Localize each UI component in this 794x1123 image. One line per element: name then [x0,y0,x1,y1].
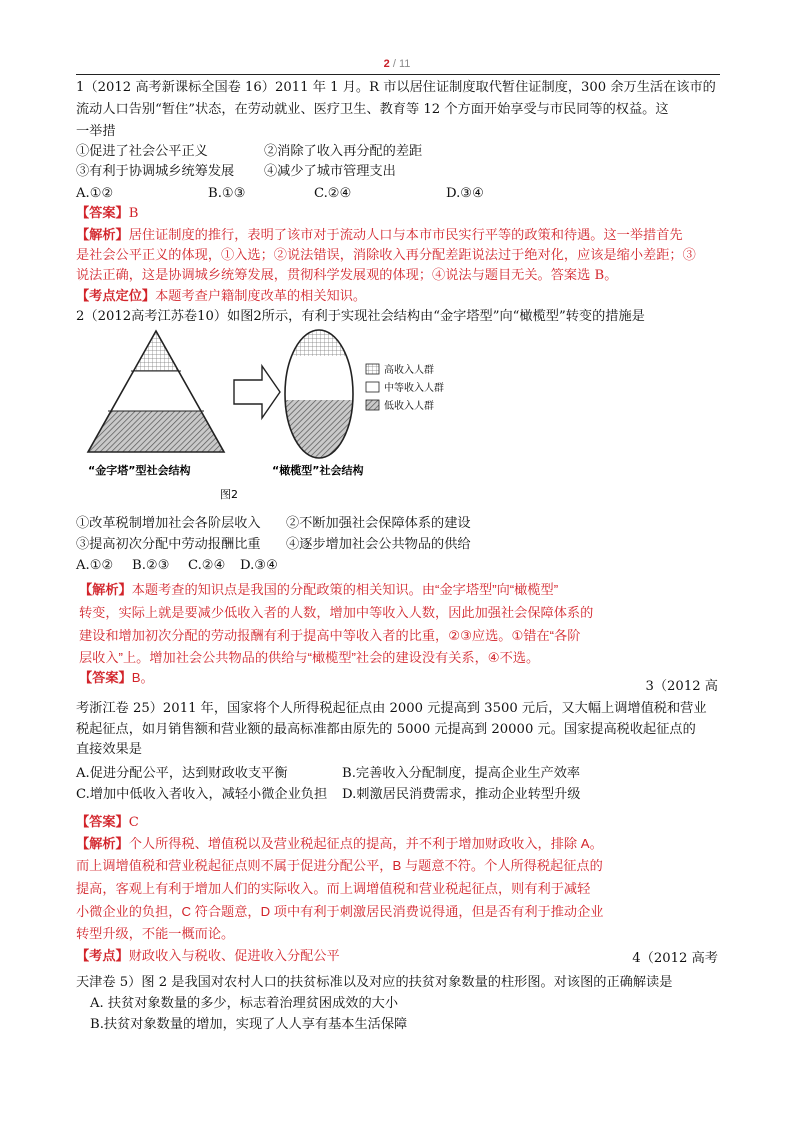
q1-choice-b: B.①③ [208,186,246,201]
q2-explanation-line3: 建设和增加初次分配的劳动报酬有利于提高中等收入者的比重，②③应选。①错在“各阶 [79,628,581,643]
q2-explanation-line1 [79,580,558,600]
q1-explanation-line2: 是社会公平正义的体现，①入选；②说法错误，消除收入再分配差距说法过于绝对化，应该是缩小差距；③ [76,248,696,263]
olive-shape [279,326,359,470]
q2-option-2: ②不断加强社会保障体系的建设 [286,516,471,531]
q1-option-4: ④减少了城市管理支出 [264,164,396,179]
arrow-icon [234,366,280,418]
q2-option-4: ④逐步增加社会公共物品的供给 [286,537,471,552]
q1-explanation-line3: 说法正确，这是协调城乡统筹发展，贯彻科学发展观的体现；④说法与题目无关。答案选 B。 [76,268,618,283]
q4-number: 4（2012 高考 [632,951,718,966]
q3-number: 3（2012 高 [645,679,718,694]
current-page: 2 [383,58,390,70]
q3-stem-line2: 税起征点，如月销售额和营业额的最高标准都由原先的 5000 元提高到 20000 元。国家提高税收起征点的 [76,722,696,737]
q1-option-1: ①促进了社会公平正义 [76,144,208,159]
legend-label-low: 低收入人群 [384,401,434,412]
legend-swatch-mid [366,382,379,392]
q4-option-b: B.扶贫对象数量的增加，实现了人人享有基本生活保障 [90,1017,408,1032]
legend-swatch-high [366,364,379,374]
q3-explanation-line2: 而上调增值税和营业税起征点则不属于促进分配公平，B 与题意不符。个人所得税起征点的 [76,858,603,873]
q2-option-1: ①改革税制增加社会各阶层收入 [76,516,261,531]
q1-explanation-line1 [76,226,683,246]
q3-keypoint-text: 财政收入与税收、促进收入分配公平 [128,948,340,963]
q3-stem-line1: 考浙江卷 25）2011 年，国家将个人所得税起征点由 2000 元提高到 3500 元后，又大幅上调增值税和营业 [76,701,707,716]
q1-choice-c: C.②④ [314,186,352,201]
pyramid-shape [84,326,234,456]
q3-keypoint-tag: 【考点】 [76,948,129,963]
q3-answer [76,813,139,833]
q4-option-a: A. 扶贫对象数量的多少，标志着治理贫困成效的大小 [90,996,399,1011]
q1-answer-value: B [128,206,139,221]
q2-answer-tag: 【答案】 [79,670,132,685]
q3-explanation-tag: 【解析】 [76,836,129,851]
q4-stem-line1: 天津卷 5）图 2 是我国对农村人口的扶贫标准以及对应的扶贫对象数量的柱形图。对该图的正确解读是 [76,975,673,990]
q2-explanation-line2: 转变，实际上就是要减少低收入者的人数，增加中等收入人数，因此加强社会保障体系的 [79,605,594,620]
figure-number: 图2 [220,488,238,501]
q3-answer-tag: 【答案】 [76,815,129,830]
q3-explanation-line1 [76,834,603,854]
page-separator: / [389,58,399,70]
q1-keypoint-tag: 【考点定位】 [76,289,156,304]
q1-stem-line3: 一举措 [76,124,116,139]
q2-choice-d: D.③④ [240,558,278,573]
q3-option-b: B.完善收入分配制度，提高企业生产效率 [342,766,581,781]
q3-explanation-text1: 个人所得税、增值税以及营业税起征点的提高，并不利于增加财政收入，排除 A。 [128,836,603,851]
q1-option-2: ②消除了收入再分配的差距 [264,144,423,159]
q1-stem-line1: 1（2012 高考新课标全国卷 16）2011 年 1 月。R 市以居住证制度取代暂住证制度，300 余万生活在该市的 [76,80,716,95]
q3-stem-line3: 直接效果是 [76,742,142,757]
q1-option-3: ③有利于协调城乡统筹发展 [76,164,235,179]
q2-choice-c: C.②④ [188,558,226,573]
q2-answer-value: B。 [131,670,154,685]
q1-answer [76,204,138,224]
legend-label-high: 高收入人群 [384,365,434,376]
q2-explanation-text1: 本题考查的知识点是我国的分配政策的相关知识。由“金字塔型”向“橄榄型” [131,582,559,597]
q3-explanation-line3: 提高，客观上有利于增加人们的实际收入。而上调增值税和营业税起征点，则有利于减轻 [76,881,591,896]
q1-keypoint-text: 本题考查户籍制度改革的相关知识。 [155,289,367,304]
q1-keypoint [76,287,366,307]
q2-explanation-tag: 【解析】 [79,582,132,597]
q3-option-d: D.刺激居民消费需求，推动企业转型升级 [342,787,581,802]
q1-answer-tag: 【答案】 [76,206,129,221]
q3-explanation-line4: 小微企业的负担，C 符合题意，D 项中有利于刺激居民消费说得通，但是否有利于推动企业 [76,904,604,919]
q1-choice-d: D.③④ [446,186,484,201]
page-number [0,58,794,70]
legend-swatch-low [366,400,379,410]
q3-option-c: C.增加中低收入者收入，减轻小微企业负担 [76,787,328,802]
q2-option-3: ③提高初次分配中劳动报酬比重 [76,537,261,552]
q2-choice-a: A.①② [76,558,114,573]
q1-stem-line2: 流动人口告别“暂住”状态，在劳动就业、医疗卫生、教育等 12 个方面开始享受与市民同等的权益。这 [76,102,669,117]
q3-keypoint [76,946,340,966]
q1-choice-a: A.①② [76,186,114,201]
q1-explanation-text1: 居住证制度的推行，表明了该市对于流动人口与本市市民实行平等的政策和待遇。这一举措首先 [128,228,683,243]
q2-answer [79,668,154,688]
q1-explanation-tag: 【解析】 [76,228,129,243]
q2-stem-line1: 2（2012高考江苏卷10）如图2所示，有利于实现社会结构由“金字塔型”向“橄榄型”转变的措施是 [76,309,645,324]
legend-label-mid: 中等收入人群 [384,383,444,394]
q3-explanation-line5: 转型升级，不能一概而论。 [76,926,235,941]
olive-caption: “橄榄型”社会结构 [272,464,364,477]
q3-option-a: A.促进分配公平，达到财政收支平衡 [76,766,288,781]
pyramid-caption: “金字塔”型社会结构 [88,464,191,477]
q2-explanation-line4: 层收入”上。增加社会公共物品的供给与“橄榄型”社会的建设没有关系，④不选。 [79,650,540,665]
header-rule [76,74,720,75]
q3-answer-value: C [128,815,139,830]
total-pages: 11 [398,58,411,70]
q2-choice-b: B.②③ [132,558,170,573]
social-structure-figure [84,326,444,508]
